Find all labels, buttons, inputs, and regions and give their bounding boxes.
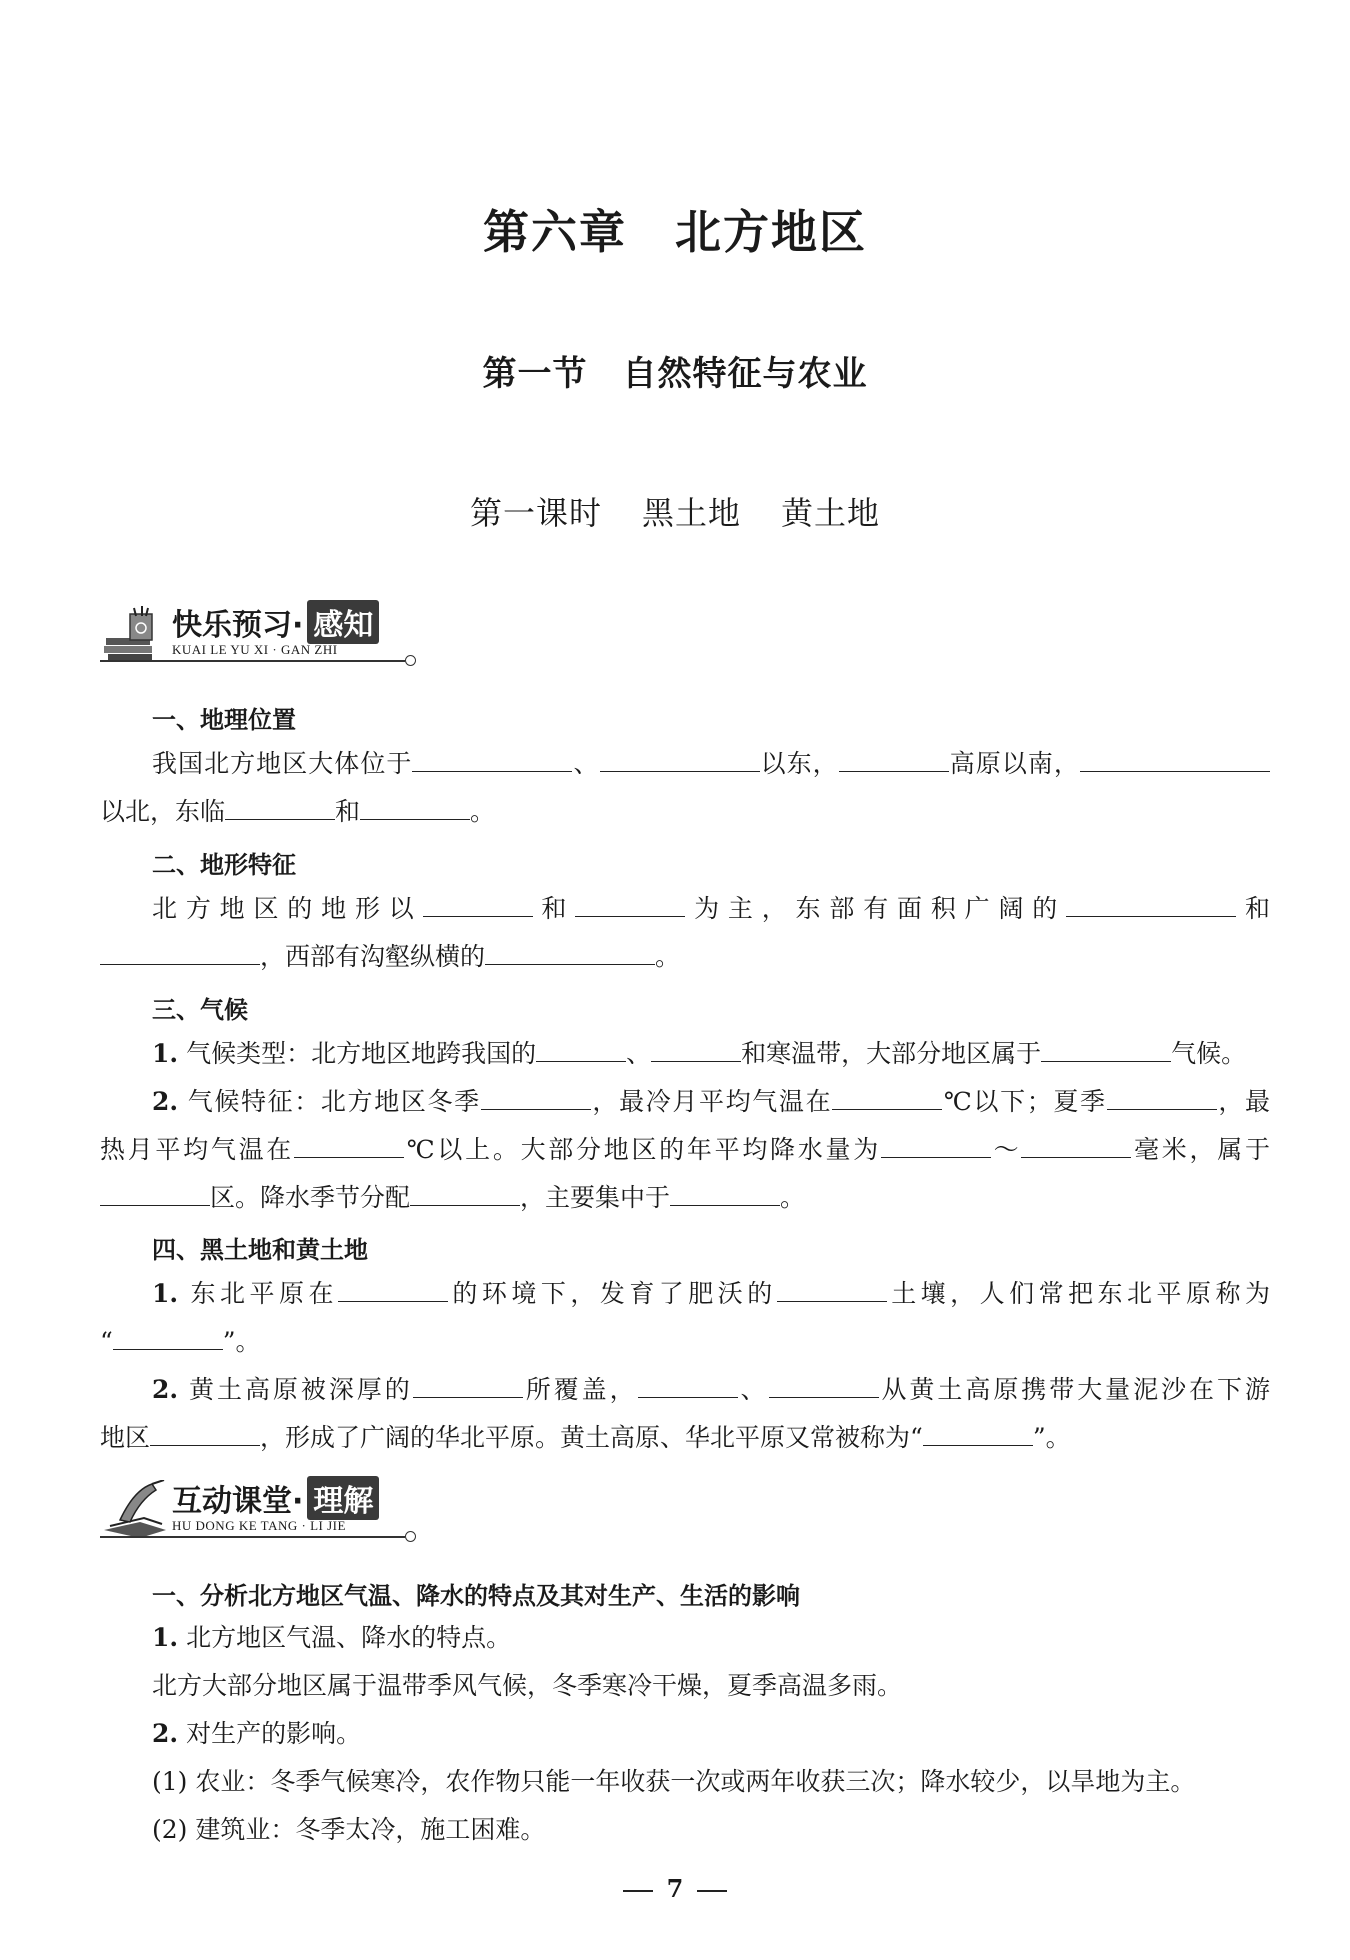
heading-climate: 三、气候 — [152, 996, 248, 1024]
heading-terrain: 二、地形特征 — [152, 851, 296, 879]
lesson-part-1: 第一课时 — [469, 494, 602, 532]
classroom-banner-title: 互动课堂· 理解 — [172, 1476, 379, 1520]
books-pencil-icon — [100, 604, 170, 664]
terrain-line-2: ，西部有沟壑纵横的 。 — [100, 938, 1270, 975]
preview-banner-pinyin: KUAI LE YU XI · GAN ZHI — [172, 642, 338, 657]
analysis-agriculture: (1) 农业：冬季气候寒冷，农作物只能一年收获一次或两年收获三次；降水较少，以旱地为主。 — [152, 1767, 1196, 1796]
lesson-part-3: 黄土地 — [781, 494, 881, 532]
heading-location: 一、地理位置 — [152, 706, 296, 734]
analysis-point-1-detail: 北方大部分地区属于温带季风气候，冬季寒冷干燥，夏季高温多雨。 — [152, 1671, 903, 1700]
analysis-construction: (2) 建筑业：冬季太冷，施工困难。 — [152, 1815, 546, 1844]
heading-analysis: 一、分析北方地区气温、降水的特点及其对生产、生活的影响 — [152, 1582, 800, 1610]
climate-feature-line-1: 2. 气候特征：北方地区冬季 ，最冷月平均气温在 ℃以下；夏季 ，最 — [152, 1083, 1270, 1120]
loess-line-1: 2. 黄土高原被深厚的 所覆盖， 、 从黄土高原携带大量泥沙在下游 — [152, 1371, 1270, 1408]
page-footer — [0, 1874, 1350, 1903]
climate-feature-line-2: 热月平均气温在 ℃以上。大部分地区的年平均降水量为 ～ 毫米，属于 — [100, 1131, 1270, 1168]
heading-soil: 四、黑土地和黄土地 — [152, 1236, 368, 1264]
climate-type-line: 1. 气候类型：北方地区地跨我国的 、 和寒温带，大部分地区属于 气候。 — [152, 1035, 1270, 1072]
loess-line-2: 地区 ，形成了广阔的华北平原。黄土高原、华北平原又常被称为“ ”。 — [100, 1419, 1270, 1456]
location-line-1: 我国北方地区大体位于 、 以东， 高原以南， — [152, 745, 1270, 782]
lesson-part-2: 黑土地 — [641, 494, 741, 532]
classroom-banner-pinyin: HU DONG KE TANG · LI JIE — [172, 1518, 346, 1533]
classroom-banner-tag: 理解 — [307, 1476, 379, 1520]
blackland-line-1: 1. 东北平原在 的环境下，发育了肥沃的 土壤，人们常把东北平原称为 — [152, 1275, 1270, 1312]
page-number: 7 — [666, 1874, 684, 1903]
blackland-line-2: “ ”。 — [100, 1323, 1270, 1360]
lesson-title — [0, 488, 1350, 534]
location-line-2: 以北，东临 和 。 — [100, 793, 1270, 830]
chapter-title: 第六章 北方地区 — [483, 205, 867, 259]
terrain-line-1: 北方地区的地形以 和 为主，东部有面积广阔的 和 — [152, 890, 1270, 927]
section-title: 第一节 自然特征与农业 — [482, 354, 868, 394]
preview-banner-tag: 感知 — [307, 600, 379, 644]
climate-feature-line-3: 区。降水季节分配 ，主要集中于 。 — [100, 1179, 1270, 1216]
analysis-point-2: 2. 对生产的影响。 — [152, 1719, 362, 1748]
writing-hand-icon — [100, 1480, 170, 1540]
preview-banner-title: 快乐预习· 感知 — [172, 600, 379, 644]
analysis-point-1: 1. 北方地区气温、降水的特点。 — [152, 1623, 512, 1652]
